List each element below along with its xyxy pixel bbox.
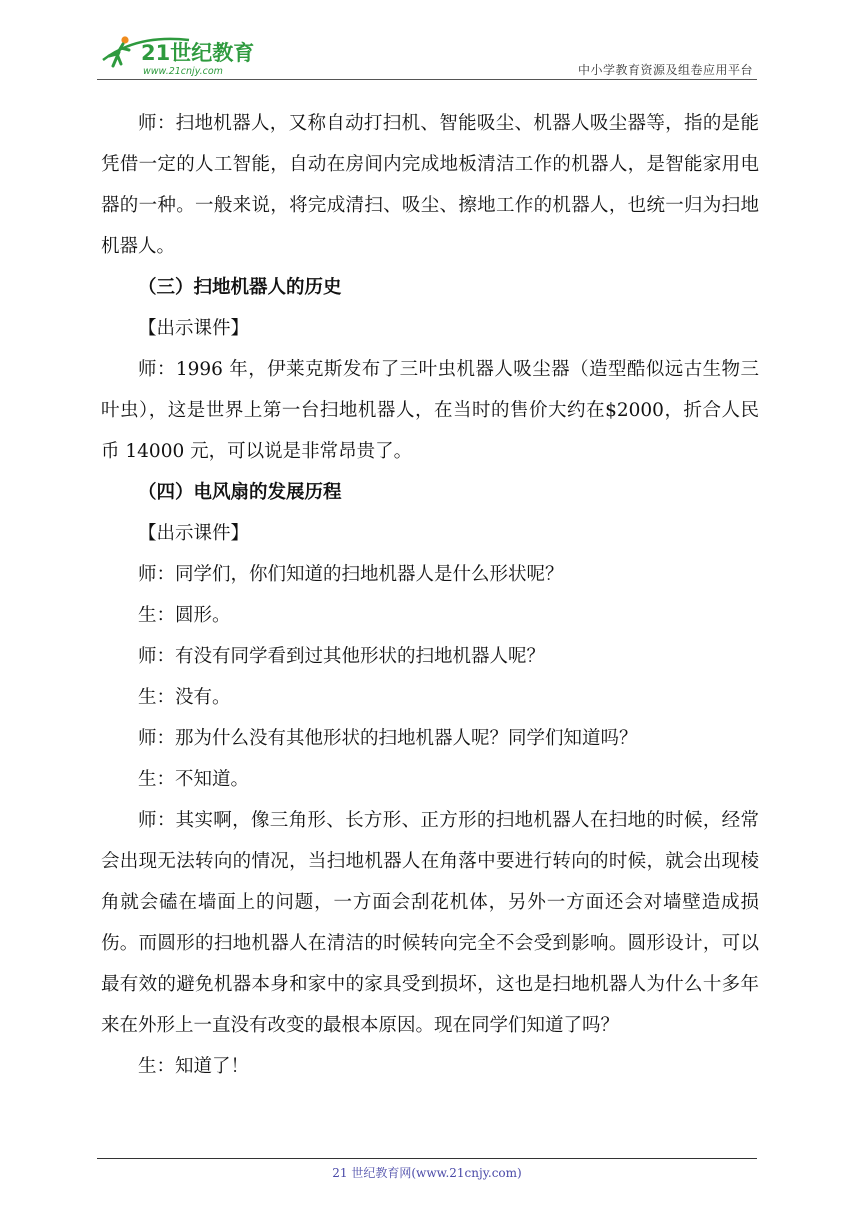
paragraph: 【出示课件】 — [138, 318, 250, 339]
paragraph: 生：不知道。 — [138, 769, 250, 790]
document-body — [101, 103, 759, 1087]
header-divider — [97, 79, 757, 80]
logo-url-text: www.21cnjy.com — [143, 66, 223, 77]
footer-divider — [97, 1158, 757, 1159]
paragraph: 师：其实啊，像三角形、长方形、正方形的扫地机器人在扫地的时候，经常会出现无法转向的情况，当扫地机器人在角落中要进行转向的时候，就会出现棱角就会磕在墙面上的问题，一方面会刮花机体，另外一方面还会对墙壁造成损伤。而圆形的扫地机器人在清洁的时候转向完全不会受到影响。圆形设计，可以最有效的避免机器本身和家中的家具受到损坏，这也是扫地机器人为什么十多年来在外形上一直没有改变的最根本原因。现在同学们知道了吗？ — [101, 810, 759, 1036]
footer-link[interactable]: 21 世纪教育网(www.21cnjy.com) — [332, 1166, 522, 1180]
paragraph: 师：同学们，你们知道的扫地机器人是什么形状呢？ — [138, 564, 564, 585]
paragraph: 师：1996 年，伊莱克斯发布了三叶虫机器人吸尘器（造型酷似远古生物三叶虫），这是世界上第一台扫地机器人，在当时的售价大约在$2000，折合人民币 14000 元，可以说是非常昂贵了。 — [101, 359, 759, 462]
paragraph: 师：扫地机器人，又称自动打扫机、智能吸尘、机器人吸尘器等，指的是能凭借一定的人工智能，自动在房间内完成地板清洁工作的机器人，是智能家用电器的一种。一般来说，将完成清扫、吸尘、擦地工作的机器人，也统一归为扫地机器人。 — [101, 113, 759, 257]
paragraph: 【出示课件】 — [138, 523, 250, 544]
paragraph: 生：没有。 — [138, 687, 231, 708]
paragraph: 师：有没有同学看到过其他形状的扫地机器人呢？ — [138, 646, 546, 667]
site-logo — [97, 30, 267, 78]
header-tagline: 中小学教育资源及组卷应用平台 — [577, 63, 753, 77]
paragraph: 师：那为什么没有其他形状的扫地机器人呢？同学们知道吗？ — [138, 728, 638, 749]
paragraph: 生：圆形。 — [138, 605, 231, 626]
section-heading: （三）扫地机器人的历史 — [138, 277, 342, 298]
logo-brand-text: 21世纪教育 — [141, 41, 255, 65]
section-heading: （四）电风扇的发展历程 — [138, 482, 342, 503]
runner-head-icon — [121, 36, 128, 43]
paragraph: 生：知道了！ — [138, 1056, 250, 1077]
page-header — [97, 30, 757, 80]
